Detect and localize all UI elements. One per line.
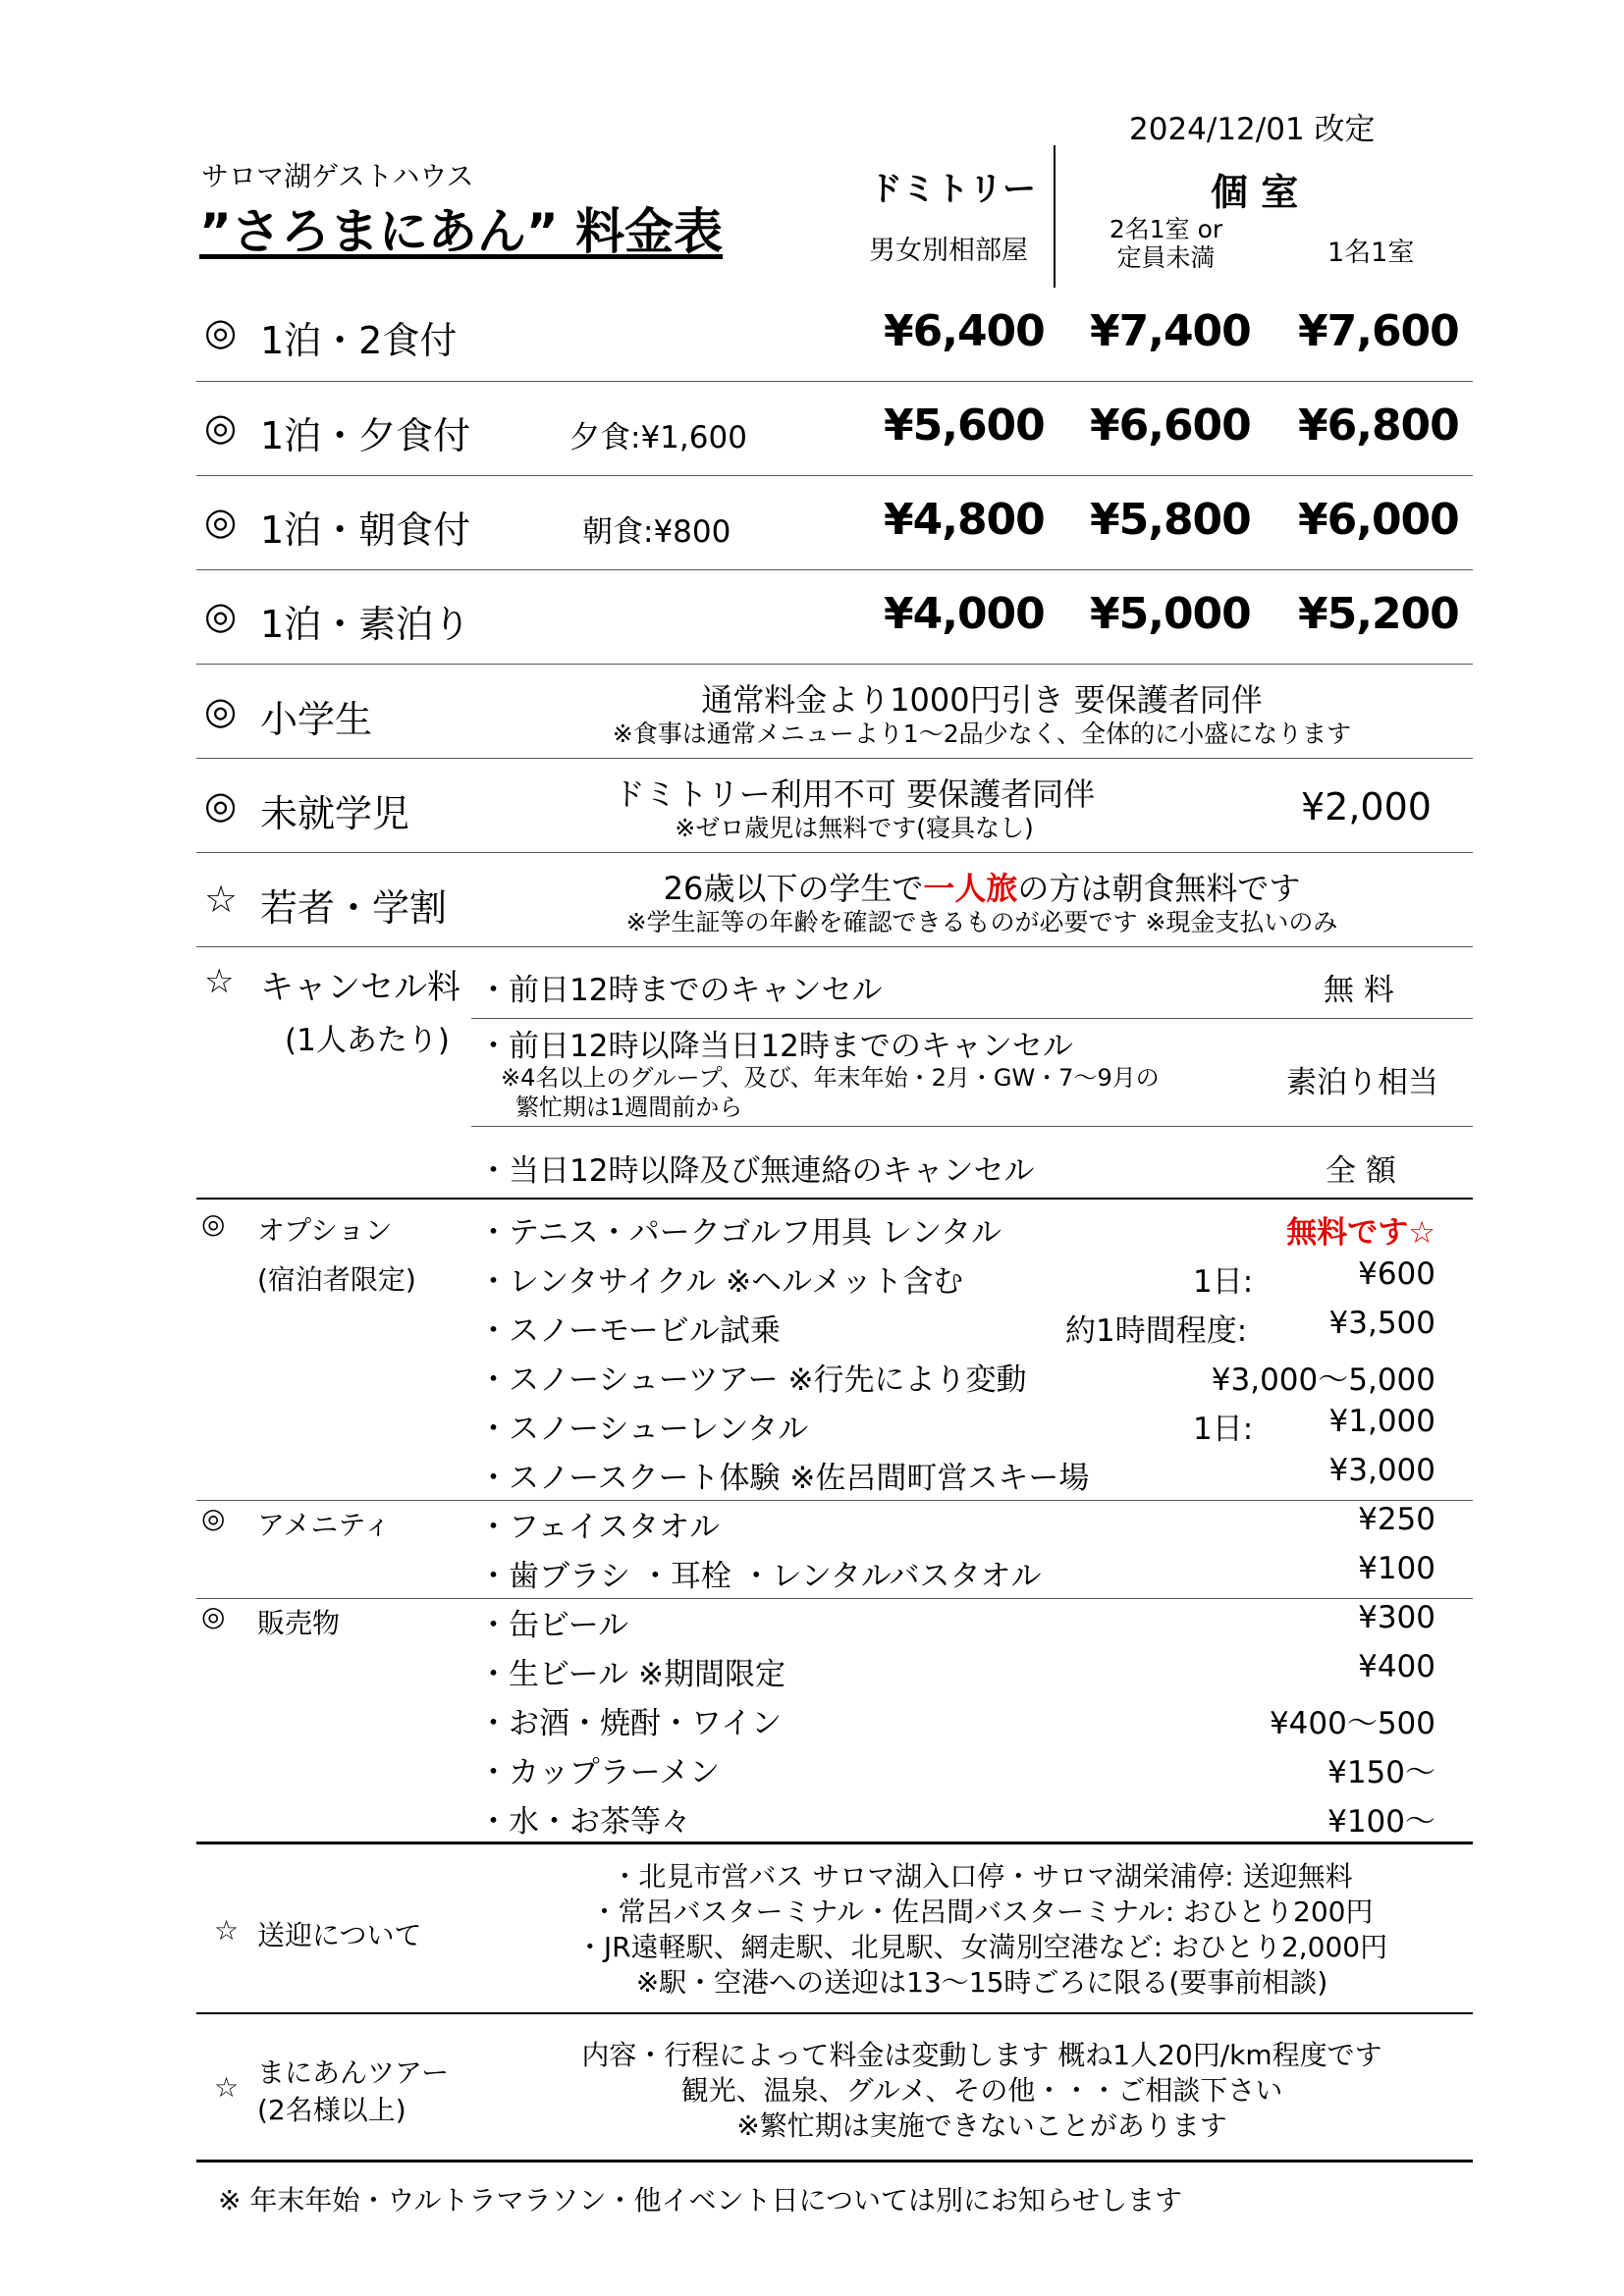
row-label: 若者・学割 xyxy=(260,886,448,930)
sales-item-value: ¥400 xyxy=(1358,1649,1435,1684)
youth-line1-b: の方は朝食無料です xyxy=(1017,870,1301,907)
option-item-text: ・レンタサイクル ※ヘルメット含む xyxy=(478,1264,964,1300)
footer-note: ※ 年末年始・ウルトラマラソン・他イベント日については別にお知らせします xyxy=(218,2184,1183,2216)
row-label: キャンセル料 xyxy=(260,968,460,1007)
option-item-unit: 1日: xyxy=(1193,1412,1254,1447)
tour-line: 内容・行程によって料金は変動します 概ね1人20円/km程度です xyxy=(581,2039,1382,2071)
row-mark: ◎ xyxy=(201,1207,226,1240)
plan-label: 1泊・朝食付 xyxy=(260,508,471,552)
divider xyxy=(196,475,1473,476)
option-item-text: ・スノーシューレンタル xyxy=(478,1412,809,1447)
sales-item-value: ¥100～ xyxy=(1327,1804,1435,1840)
column-private-single: 1名1室 xyxy=(1327,238,1415,268)
divider xyxy=(196,569,1473,570)
row-label: 未就学児 xyxy=(260,792,410,835)
divider xyxy=(471,1126,1473,1127)
transfer-line: ※駅・空港への送迎は13～15時ごろに限る(要事前相談) xyxy=(635,1966,1328,1999)
option-item-text: ・スノーシューツアー ※行先により変動 xyxy=(478,1362,1027,1398)
row-label: まにあんツアー xyxy=(257,2056,450,2089)
divider xyxy=(196,852,1473,853)
plan-price-dorm: ¥5,600 xyxy=(884,400,1045,451)
plan-price-private-single: ¥5,200 xyxy=(1298,589,1459,639)
sales-item-value: ¥400～500 xyxy=(1269,1706,1435,1741)
youth-line2: ※学生証等の年齢を確認できるものが必要です ※現金支払いのみ xyxy=(625,908,1338,936)
cancel-item-text: ・当日12時以降及び無連絡のキャンセル xyxy=(478,1153,1035,1189)
plan-mark: ◎ xyxy=(204,594,238,637)
option-item-unit: 1日: xyxy=(1193,1264,1254,1300)
transfer-line: ・JR遠軽駅、網走駅、北見駅、女満別空港など: おひとり2,000円 xyxy=(575,1931,1388,1963)
cancel-item-value: 無 料 xyxy=(1324,973,1394,1008)
transfer-line: ・常呂バスターミナル・佐呂間バスターミナル: おひとり200円 xyxy=(590,1896,1374,1928)
plan-label: 1泊・素泊り xyxy=(260,603,471,646)
option-item-value: ¥3,000 xyxy=(1328,1453,1435,1488)
preschool-line2: ※ゼロ歳児は無料です(寝具なし) xyxy=(675,814,1034,842)
revision-date: 2024/12/01 改定 xyxy=(1129,112,1376,147)
guesthouse-subtitle: サロマ湖ゲストハウス xyxy=(201,160,474,192)
divider xyxy=(196,1198,1473,1200)
cancel-item-text: ・前日12時以降当日12時までのキャンセル xyxy=(478,1029,1073,1064)
option-item-text: ・スノーモービル試乗 xyxy=(478,1313,781,1349)
elementary-line1: 通常料金より1000円引き 要保護者同伴 xyxy=(701,681,1263,719)
sales-item-value: ¥300 xyxy=(1358,1600,1435,1635)
elementary-line2: ※食事は通常メニューより1～2品少なく、全体的に小盛になります xyxy=(612,720,1352,748)
tour-line: ※繁忙期は実施できないことがあります xyxy=(736,2109,1227,2142)
divider xyxy=(196,381,1473,382)
sales-item-text: ・お酒・焼酎・ワイン xyxy=(478,1706,783,1741)
cancel-item-value: 素泊り相当 xyxy=(1286,1065,1438,1100)
row-label: アメニティ xyxy=(257,1509,392,1541)
plan-label: 1泊・夕食付 xyxy=(260,414,471,457)
amenity-item-text: ・歯ブラシ ・耳栓 ・レンタルバスタオル xyxy=(478,1559,1042,1594)
divider xyxy=(196,1500,1473,1501)
option-item-value: 無料です☆ xyxy=(1286,1215,1435,1251)
plan-price-dorm: ¥4,000 xyxy=(884,589,1045,639)
row-mark: ☆ xyxy=(214,1914,240,1947)
column-dorm-subheading: 男女別相部屋 xyxy=(869,236,1028,266)
option-item-value: ¥3,500 xyxy=(1328,1306,1435,1341)
cancel-item-note: ※4名以上のグループ、及び、年末年始・2月・GW・7～9月の xyxy=(501,1064,1160,1092)
amenity-item-text: ・フェイスタオル xyxy=(478,1510,721,1545)
plan-price-dorm: ¥6,400 xyxy=(884,306,1045,356)
option-item-value: ¥1,000 xyxy=(1328,1404,1435,1439)
divider xyxy=(196,2160,1473,2163)
option-item-value: ¥3,000～5,000 xyxy=(1211,1362,1435,1398)
row-mark: ◎ xyxy=(204,783,238,827)
sales-item-text: ・缶ビール xyxy=(478,1608,629,1643)
divider xyxy=(196,2012,1473,2014)
youth-line1-a: 26歳以下の学生で xyxy=(663,870,924,907)
page-title: ”さろまにあん” 料金表 xyxy=(199,203,724,260)
option-item-value: ¥600 xyxy=(1358,1256,1435,1292)
row-label: 送迎について xyxy=(257,1919,422,1951)
cancel-item-value: 全 額 xyxy=(1326,1153,1396,1189)
row-mark: ◎ xyxy=(201,1502,226,1534)
sales-item-text: ・水・お茶等々 xyxy=(478,1804,691,1840)
plan-meal-note: 夕食:¥1,600 xyxy=(569,420,747,455)
row-sublabel: (宿泊者限定) xyxy=(257,1263,416,1296)
preschool-price: ¥2,000 xyxy=(1301,785,1432,828)
plan-price-dorm: ¥4,800 xyxy=(884,495,1045,545)
row-mark: ☆ xyxy=(204,962,235,1001)
row-label: 販売物 xyxy=(257,1607,341,1639)
divider xyxy=(196,664,1473,665)
plan-meal-note: 朝食:¥800 xyxy=(582,514,731,550)
row-mark: ☆ xyxy=(204,878,239,921)
cancel-item-note2: 繁忙期は1週間前から xyxy=(515,1094,743,1121)
row-sublabel: (1人あたり) xyxy=(285,1023,450,1058)
transfer-line: ・北見市営バス サロマ湖入口停・サロマ湖栄浦停: 送迎無料 xyxy=(611,1860,1353,1893)
divider xyxy=(196,1598,1473,1599)
plan-label: 1泊・2食付 xyxy=(260,319,458,362)
tour-line: 観光、温泉、グルメ、その他・・・ご相談下さい xyxy=(680,2074,1283,2107)
cancel-item-text: ・前日12時までのキャンセル xyxy=(478,973,883,1008)
plan-price-private-single: ¥6,800 xyxy=(1298,400,1459,451)
divider xyxy=(471,1018,1473,1019)
sales-item-value: ¥150～ xyxy=(1327,1755,1435,1790)
column-dorm-heading: ドミトリー xyxy=(869,170,1036,209)
divider xyxy=(196,946,1473,947)
divider xyxy=(196,758,1473,759)
preschool-line1: ドミトリー利用不可 要保護者同伴 xyxy=(613,775,1096,813)
row-label: オプション xyxy=(257,1214,393,1247)
option-item-unit: 約1時間程度: xyxy=(1065,1313,1248,1349)
sales-item-text: ・カップラーメン xyxy=(478,1755,721,1790)
plan-price-private-double: ¥5,800 xyxy=(1090,495,1251,545)
column-private-double: 2名1室 or 定員未満 xyxy=(1109,215,1223,272)
row-label: 小学生 xyxy=(260,698,373,741)
plan-price-private-single: ¥6,000 xyxy=(1298,495,1459,545)
plan-mark: ◎ xyxy=(204,310,238,353)
option-item-text: ・スノースクート体験 ※佐呂間町営スキー場 xyxy=(478,1461,1090,1496)
column-private-heading: 個 室 xyxy=(1211,171,1299,214)
plan-price-private-double: ¥7,400 xyxy=(1090,306,1251,356)
divider xyxy=(196,1842,1473,1844)
row-sublabel: (2名様以上) xyxy=(257,2094,406,2126)
row-mark: ☆ xyxy=(214,2071,240,2104)
plan-price-private-single: ¥7,600 xyxy=(1298,306,1459,356)
row-mark: ◎ xyxy=(204,689,238,732)
header-divider xyxy=(1054,145,1056,288)
plan-price-private-double: ¥6,600 xyxy=(1090,400,1251,451)
row-mark: ◎ xyxy=(201,1600,226,1632)
plan-price-private-double: ¥5,000 xyxy=(1090,589,1251,639)
sales-item-text: ・生ビール ※期間限定 xyxy=(478,1657,785,1692)
plan-mark: ◎ xyxy=(204,500,238,543)
plan-mark: ◎ xyxy=(204,405,238,449)
option-item-text: ・テニス・パークゴルフ用具 レンタル xyxy=(478,1215,1001,1251)
amenity-item-value: ¥100 xyxy=(1358,1551,1435,1586)
youth-line1-highlight: 一人旅 xyxy=(923,870,1018,907)
amenity-item-value: ¥250 xyxy=(1358,1502,1435,1537)
